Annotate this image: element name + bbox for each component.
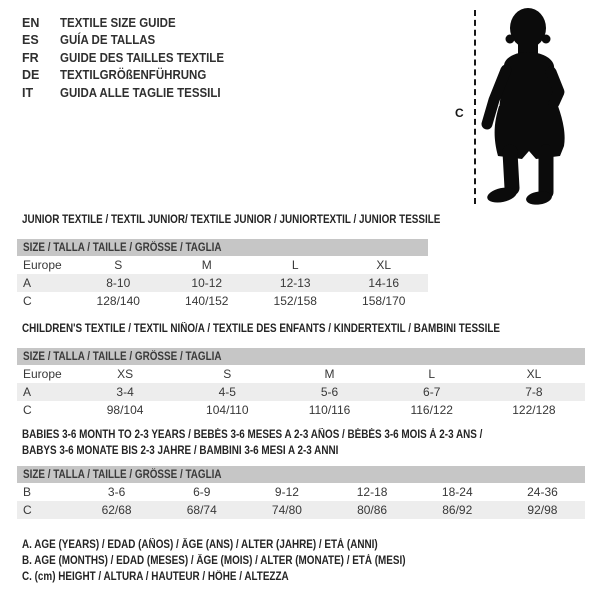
table-cell: 74/80 <box>271 503 302 517</box>
table-cell: XL <box>376 258 392 272</box>
lang-code: EN <box>22 15 40 30</box>
row-label: C <box>23 294 32 308</box>
table-row <box>17 274 428 292</box>
table-cell: 128/140 <box>96 294 140 308</box>
junior-size-table <box>17 239 428 310</box>
row-label: Europe <box>23 367 62 381</box>
table-cell: 8-10 <box>106 276 131 290</box>
row-label: A <box>23 276 32 290</box>
table-cell: M <box>324 367 335 381</box>
junior-title-text: JUNIOR TEXTILE / TEXTIL JUNIOR/ TEXTILE JUNIOR / JUNIORTEXTIL / JUNIOR TESSILE <box>22 214 441 226</box>
language-row <box>22 14 238 32</box>
table-row <box>17 383 585 401</box>
table-cell: 104/110 <box>206 403 249 417</box>
table-row <box>17 501 585 519</box>
table-cell: 86/92 <box>442 503 473 517</box>
table-cell: 3-6 <box>107 485 126 499</box>
table-cell: 14-16 <box>368 276 400 290</box>
lang-code: DE <box>22 68 40 83</box>
row-label: C <box>23 403 32 417</box>
table-cell: 62/68 <box>101 503 132 517</box>
children-section-title <box>22 322 578 338</box>
table-cell: 68/74 <box>186 503 217 517</box>
row-label: Europe <box>23 258 62 272</box>
size-header-bar <box>17 348 585 365</box>
table-cell: M <box>201 258 212 272</box>
table-row <box>17 401 585 419</box>
table-cell: 116/122 <box>410 403 453 417</box>
babies-title-line1: BABIES 3-6 MONTH TO 2-3 YEARS / BEBÉS 3-6 MESES A 2-3 AÑOS / BÉBÉS 3-6 MOIS À 2-3 ANS / <box>22 429 483 441</box>
table-row <box>17 483 585 501</box>
footnote-c: C. (cm) HEIGHT / ALTURA / HAUTEUR / HÖHE / ALTEZZA <box>22 571 289 583</box>
table-cell: 6-9 <box>193 485 211 499</box>
table-cell: 98/104 <box>106 403 144 417</box>
language-row <box>22 32 238 50</box>
lang-title: GUÍA DE TALLAS <box>60 33 156 48</box>
footnote-legend <box>22 537 468 585</box>
lang-title: TEXTILE SIZE GUIDE <box>60 15 176 30</box>
table-cell: 5-6 <box>320 385 339 399</box>
table-cell: 140/152 <box>185 294 229 308</box>
table-cell: XS <box>117 367 134 381</box>
baby-silhouette-image <box>478 4 596 206</box>
table-cell: XL <box>526 367 542 381</box>
size-header-bar <box>17 239 428 256</box>
row-label: A <box>23 385 32 399</box>
row-label: C <box>23 503 32 517</box>
row-label: B <box>23 485 32 499</box>
table-cell: 92/98 <box>527 503 558 517</box>
table-cell: 4-5 <box>218 385 236 399</box>
lang-title: TEXTILGRÖßENFÜHRUNG <box>60 68 207 83</box>
table-cell: L <box>291 258 299 272</box>
language-row <box>22 67 238 85</box>
lang-title: GUIDE DES TAILLES TEXTILE <box>60 50 225 65</box>
language-row <box>22 84 238 102</box>
language-row <box>22 49 238 67</box>
size-header-bar <box>17 466 585 483</box>
table-cell: 3-4 <box>116 385 134 399</box>
table-cell: 18-24 <box>441 485 473 499</box>
lang-code: ES <box>22 33 39 48</box>
table-cell: S <box>114 258 123 272</box>
table-cell: 12-13 <box>279 276 311 290</box>
size-header-label: SIZE / TALLA / TAILLE / GRÖSSE / TAGLIA <box>23 350 222 363</box>
footnote-b: B. AGE (MONTHS) / EDAD (MESES) / ÂGE (MOIS) / ALTER (MONATE) / ETÀ (MESI) <box>22 555 406 567</box>
table-cell: 6-7 <box>423 385 441 399</box>
footnote-a: A. AGE (YEARS) / EDAD (AÑOS) / ÂGE (ANS) / ALTER (JAHRE) / ETÀ (ANNI) <box>22 539 378 551</box>
junior-section-title <box>22 213 508 229</box>
size-header-label: SIZE / TALLA / TAILLE / GRÖSSE / TAGLIA <box>23 468 222 481</box>
table-cell: S <box>223 367 232 381</box>
table-cell: 9-12 <box>274 485 299 499</box>
height-measure-label: C <box>455 106 464 120</box>
babies-size-table <box>17 466 585 519</box>
table-cell: 152/158 <box>273 294 317 308</box>
table-cell: 110/116 <box>308 403 351 417</box>
table-cell: 7-8 <box>525 385 543 399</box>
table-row <box>17 365 585 383</box>
size-header-label: SIZE / TALLA / TAILLE / GRÖSSE / TAGLIA <box>23 241 222 254</box>
height-measure-dashed-line <box>474 10 476 204</box>
table-row <box>17 292 428 310</box>
lang-title: GUIDA ALLE TAGLIE TESSILI <box>60 85 221 100</box>
lang-code: FR <box>22 50 39 65</box>
language-title-list <box>22 14 238 102</box>
children-size-table <box>17 348 585 419</box>
children-title-text: CHILDREN'S TEXTILE / TEXTIL NIÑO/A / TEXTILE DES ENFANTS / KINDERTEXTIL / BAMBINI TESSILE <box>22 323 501 335</box>
babies-section-title <box>22 428 557 459</box>
table-cell: 24-36 <box>527 485 558 499</box>
table-cell: 10-12 <box>191 276 223 290</box>
lang-code: IT <box>22 85 34 100</box>
table-cell: 158/170 <box>362 294 406 308</box>
table-cell: 122/128 <box>512 403 556 417</box>
table-row <box>17 256 428 274</box>
table-cell: 12-18 <box>356 485 388 499</box>
table-cell: 80/86 <box>357 503 388 517</box>
table-cell: L <box>428 367 436 381</box>
babies-title-line2: BABYS 3-6 MONATE BIS 2-3 JAHRE / BAMBINI 3-6 MESI A 2-3 ANNI <box>22 444 339 457</box>
